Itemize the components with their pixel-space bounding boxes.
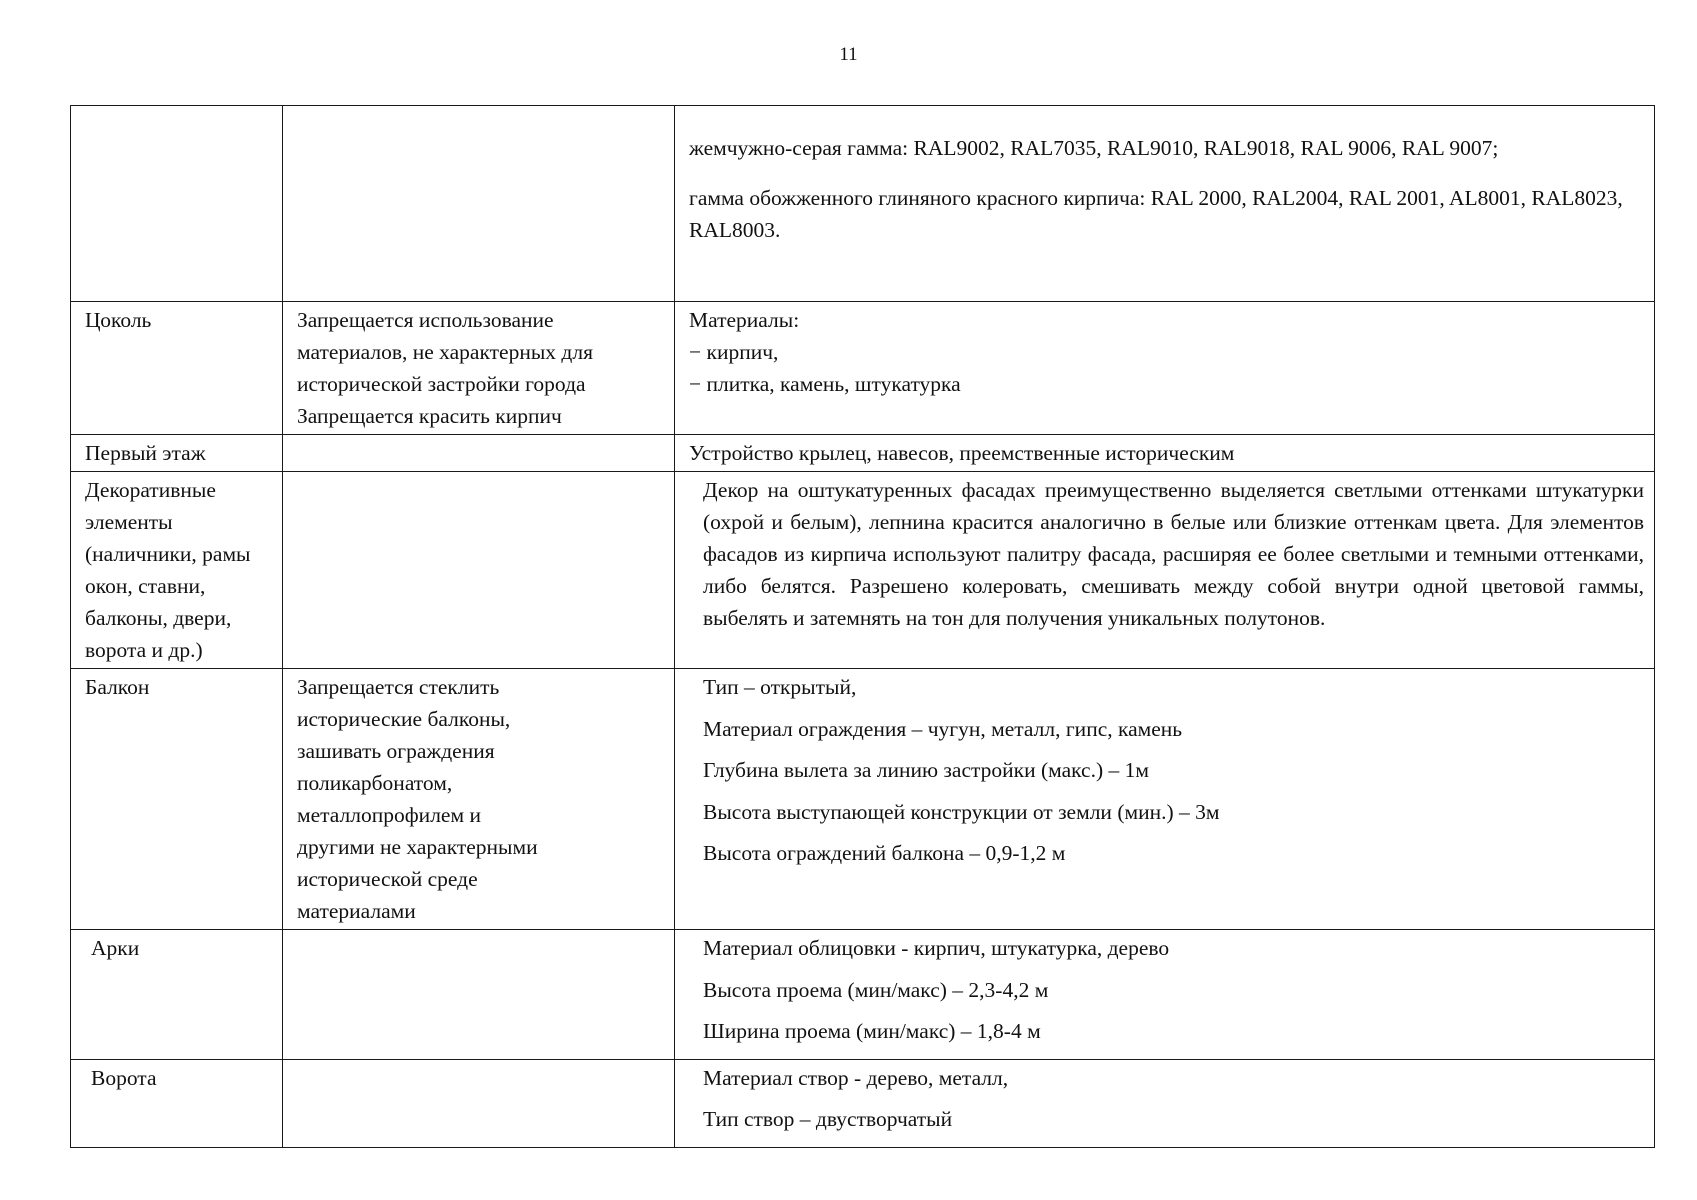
element-cell [71, 302, 283, 435]
restriction-line: Запрещается красить кирпич [297, 404, 562, 428]
element-cell [71, 930, 283, 1060]
table-row [71, 669, 1655, 930]
element-name: Первый этаж [85, 441, 206, 465]
requirement-line: − кирпич, [689, 340, 779, 364]
restriction-line: Запрещается использование [297, 308, 554, 332]
element-cell [71, 1059, 283, 1147]
element-cell [71, 472, 283, 669]
restriction-line: исторической застройки города [297, 372, 586, 396]
requirement-line: Устройство крылец, навесов, преемственные историческим [689, 441, 1235, 465]
requirement-line: Материалы: [689, 308, 800, 332]
decor-paragraph: Декор на оштукатуренных фасадах преимущественно выделяется светлыми оттенками штукатурки (охрой и белым), лепнина красится аналогично в белые или близкие оттенкам цвета. Для элементов фасадов из кирпича используют палитру фасада, [703, 478, 1644, 566]
element-name: Декоративные [85, 478, 216, 502]
element-name: Балкон [85, 675, 150, 699]
table-row [71, 472, 1655, 669]
restriction-line: зашивать ограждения [297, 739, 495, 763]
restriction-line: исторические балконы, [297, 707, 511, 731]
restriction-cell [283, 1059, 675, 1147]
table-row [71, 1059, 1655, 1147]
requirement-line: Тип створ – двустворчатый [703, 1107, 953, 1131]
table-row [71, 302, 1655, 435]
requirement-line: Тип – открытый, [703, 675, 857, 699]
color-range-pearl-grey: жемчужно-серая гамма: RAL9002, RAL7035, RAL9010, RAL9018, RAL 9006, RAL 9007; [689, 136, 1499, 160]
restriction-line: материалов, не характерных для [297, 340, 593, 364]
element-name: балконы, двери, [85, 606, 232, 630]
restriction-line: другими не характерными [297, 835, 538, 859]
requirement-line: Материал ограждения – чугун, металл, гипс, камень [703, 716, 1183, 741]
restriction-cell [283, 435, 675, 472]
element-name: элементы [85, 510, 173, 534]
restriction-cell [283, 930, 675, 1060]
restriction-cell [283, 472, 675, 669]
requirement-line: Глубина вылета за линию застройки (макс.) – 1м [703, 758, 1149, 782]
requirements-cell [675, 302, 1655, 435]
requirement-line: Высота проема (мин/макс) – 2,3-4,2 м [703, 977, 1049, 1002]
restriction-line: исторической среде [297, 867, 478, 891]
requirements-cell [675, 472, 1655, 669]
requirements-cell [675, 1059, 1655, 1147]
element-name: (наличники, рамы [85, 542, 251, 566]
page-number: 11 [839, 44, 858, 65]
restriction-cell [283, 302, 675, 435]
restriction-line: материалами [297, 899, 416, 923]
color-range-brick-red: гамма обожженного глиняного красного кирпича: RAL 2000, RAL2004, RAL 2001, AL8001, RAL8023, RAL8003. [689, 186, 1623, 242]
restriction-cell [283, 106, 675, 302]
table-row [71, 106, 1655, 302]
element-name: Ворота [91, 1065, 157, 1090]
regulations-table [70, 105, 1655, 1148]
requirements-cell [675, 669, 1655, 930]
restriction-line: Запрещается стеклить [297, 675, 500, 699]
requirements-cell [675, 435, 1655, 472]
element-cell [71, 106, 283, 302]
element-name: Цоколь [85, 308, 152, 332]
restriction-line: поликарбонатом, [297, 771, 453, 795]
requirement-line: Материал облицовки - кирпич, штукатурка, дерево [703, 936, 1170, 960]
requirements-cell [675, 930, 1655, 1060]
table-row [71, 930, 1655, 1060]
restriction-line: металлопрофилем и [297, 803, 481, 827]
requirement-line: Материал створ - дерево, металл, [703, 1065, 1009, 1090]
requirements-cell [675, 106, 1655, 302]
requirement-line: Высота ограждений балкона – 0,9-1,2 м [703, 841, 1066, 865]
element-name: ворота и др.) [85, 638, 203, 662]
requirement-line: − плитка, камень, штукатурка [689, 372, 961, 396]
decor-paragraph: расширяя ее более светлыми и темными оттенками, либо белятся. Разрешено колеровать, смешивать между собой внутри одной цветовой гаммы, выбелять и затемнять на тон для получения уникальных полутонов. [703, 542, 1645, 630]
table-row [71, 435, 1655, 472]
requirement-line: Высота выступающей конструкции от земли (мин.) – 3м [703, 799, 1220, 824]
element-name: окон, ставни, [85, 574, 206, 598]
element-name: Арки [91, 936, 140, 960]
restriction-cell [283, 669, 675, 930]
requirement-line: Ширина проема (мин/макс) – 1,8-4 м [703, 1019, 1041, 1043]
element-cell [71, 435, 283, 472]
element-cell [71, 669, 283, 930]
